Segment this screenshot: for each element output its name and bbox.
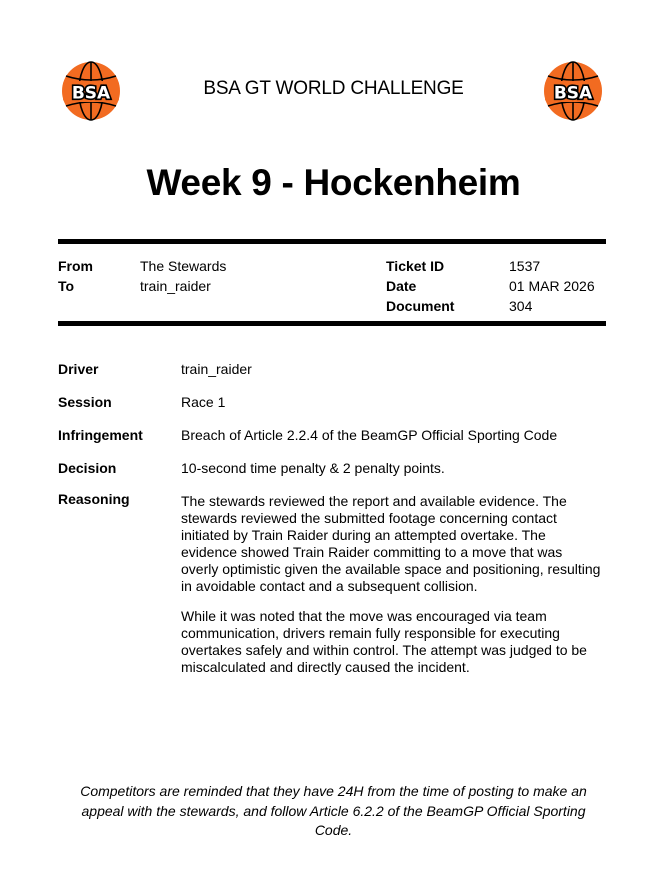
infringement-row	[58, 427, 606, 444]
session-label: Session	[58, 394, 112, 410]
decision-label: Decision	[58, 460, 117, 476]
organization-title: BSA GT WORLD CHALLENGE	[203, 78, 464, 99]
to-label: To	[58, 278, 75, 294]
date-row	[386, 276, 595, 296]
reasoning-label: Reasoning	[58, 491, 130, 507]
date-label: Date	[386, 278, 417, 294]
ticket-row	[386, 256, 595, 276]
driver-row	[58, 361, 606, 378]
meta-left	[58, 256, 226, 296]
date-value: 01 MAR 2026	[509, 278, 595, 294]
decision-details	[58, 361, 606, 689]
appeal-notice: Competitors are reminded that they have 24H from the time of posting to make an appeal with the stewards, and follow Article 6.2.2 of the BeamGP Official Sporting Code.	[80, 783, 587, 838]
top-divider	[58, 239, 606, 244]
driver-label: Driver	[58, 361, 99, 377]
bsa-logo-right	[539, 60, 607, 122]
document-title: Week 9 - Hockenheim	[146, 162, 521, 203]
infringement-label: Infringement	[58, 427, 143, 443]
reasoning-paragraph: The stewards reviewed the report and available evidence. The stewards reviewed the submitted footage concerning contact initiated by Train Raider during an attempted overtake. The evidence showed Train Raider committing to a move that was overly optimistic given the available space and positioning, resulting in avoidable contact and a subsequent collision.	[181, 493, 601, 594]
reasoning-text	[181, 493, 606, 689]
to-row	[58, 276, 226, 296]
document-label: Document	[386, 298, 455, 314]
ticket-label: Ticket ID	[386, 258, 445, 274]
from-row	[58, 256, 226, 276]
session-row	[58, 394, 606, 411]
reasoning-paragraph: While it was noted that the move was encouraged via team communication, drivers remain fully responsible for executing overtakes safely and within control. The attempt was judged to be miscalculated and directly caused the incident.	[181, 608, 587, 675]
driver-value: train_raider	[181, 361, 252, 377]
from-label: From	[58, 258, 93, 274]
to-value: train_raider	[140, 278, 211, 294]
svg-text:BSA: BSA	[71, 83, 111, 104]
document-row	[386, 296, 595, 316]
bottom-divider	[58, 321, 606, 326]
from-value: The Stewards	[140, 258, 227, 274]
decision-row	[58, 460, 606, 477]
document-value: 304	[509, 298, 533, 314]
decision-value: 10-second time penalty & 2 penalty points.	[181, 460, 445, 476]
meta-right	[386, 256, 595, 316]
ticket-value: 1537	[509, 258, 541, 274]
infringement-value: Breach of Article 2.2.4 of the BeamGP Official Sporting Code	[181, 427, 558, 443]
session-value: Race 1	[181, 394, 226, 410]
svg-text:BSA: BSA	[553, 83, 593, 104]
reasoning-row	[58, 493, 606, 689]
